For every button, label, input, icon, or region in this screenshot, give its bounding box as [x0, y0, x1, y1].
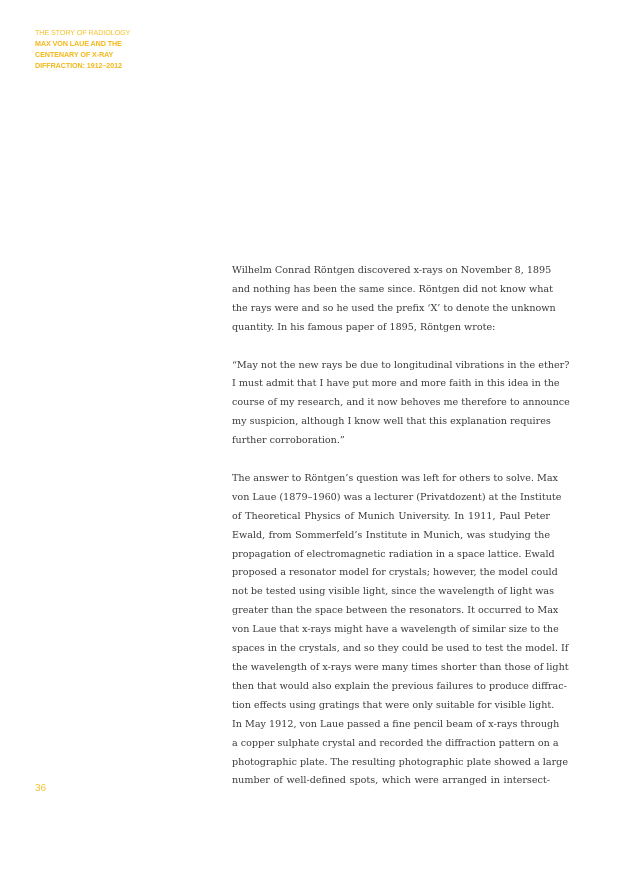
body-text: [232, 262, 570, 791]
text-line: Ewald, from Sommerfeld’s Institute in Munich, was studying the: [232, 529, 550, 541]
paragraph-gap: [232, 451, 550, 470]
text-line: a copper sulphate crystal and recorded the diffraction pattern on a: [232, 737, 559, 749]
text-line: then that would also explain the previous failures to produce diffrac-: [232, 680, 567, 692]
text-line: Wilhelm Conrad Röntgen discovered x-rays on November 8, 1895: [232, 265, 552, 276]
text-line: quantity. In his famous paper of 1895, Röntgen wrote:: [232, 321, 496, 333]
text-line: tion effects using gratings that were only suitable for visible light.: [232, 699, 555, 711]
text-line: “May not the new rays be due to longitudinal vibrations in the ether?: [232, 359, 570, 371]
text-line: not be tested using visible light, since the wavelength of light was: [232, 586, 555, 598]
paragraph-intro: [232, 262, 556, 338]
paragraph-gap: [232, 338, 550, 357]
chapter-title-line-3: DIFFRACTION: 1912–2012: [35, 61, 122, 70]
text-line: greater than the space between the resonators. It occurred to Max: [232, 605, 559, 617]
text-line: spaces in the crystals, and so they could be used to test the model. If: [232, 643, 569, 655]
text-line: further corroboration.”: [232, 435, 345, 447]
text-line: number of well-defined spots, which were arranged in intersect-: [232, 775, 550, 787]
text-line: course of my research, and it now behoves me therefore to announce: [232, 397, 570, 409]
text-line: the rays were and so he used the prefix ‘X’ to denote the unknown: [232, 302, 556, 314]
text-line: von Laue that x-rays might have a wavelength of similar size to the: [232, 624, 559, 636]
paragraph-answer: [232, 470, 569, 791]
text-line: photographic plate. The resulting photographic plate showed a large: [232, 756, 568, 768]
chapter-title-line-2: CENTENARY OF X-RAY: [35, 50, 114, 59]
text-line: propagation of electromagnetic radiation in a space lattice. Ewald: [232, 548, 555, 560]
text-line: and nothing has been the same since. Röntgen did not know what: [232, 283, 553, 295]
text-line: proposed a resonator model for crystals; however, the model could: [232, 567, 558, 579]
text-line: The answer to Röntgen’s question was left for others to solve. Max: [232, 472, 558, 484]
chapter-title-line-1: MAX VON LAUE AND THE: [35, 39, 122, 48]
paragraph-quote: [232, 357, 570, 452]
text-line: my suspicion, although I know well that this explanation requires: [232, 416, 551, 428]
series-title: THE STORY OF RADIOLOGY: [35, 28, 131, 37]
text-line: I must admit that I have put more and more faith in this idea in the: [232, 378, 560, 390]
text-line: of Theoretical Physics of Munich University. In 1911, Paul Peter: [232, 510, 550, 522]
text-line: In May 1912, von Laue passed a fine pencil beam of x-rays through: [232, 718, 560, 730]
text-line: the wavelength of x-rays were many times shorter than those of light: [232, 662, 569, 673]
text-line: von Laue (1879–1960) was a lecturer (Privatdozent) at the Institute: [232, 491, 562, 503]
running-header: [35, 27, 175, 71]
page-number: 36: [35, 783, 47, 794]
